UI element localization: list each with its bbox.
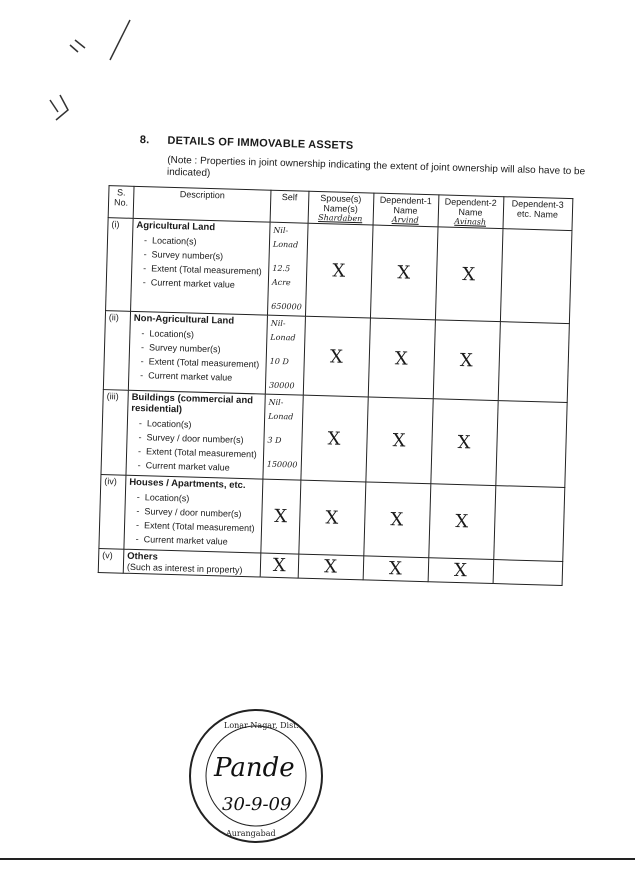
row-item: - Current market value xyxy=(140,370,262,383)
page-edge-line xyxy=(0,858,635,860)
cross-mark: X xyxy=(298,480,365,556)
row-item: - Location(s) xyxy=(141,328,263,341)
row-item: - Extent (Total measurement) xyxy=(143,263,265,276)
cross-mark: X xyxy=(305,223,373,318)
dependent-2-name-handwritten: Avinash xyxy=(454,216,487,227)
cross-mark: X xyxy=(303,316,370,397)
cross-mark: X xyxy=(428,558,494,584)
cross-mark: X xyxy=(300,395,367,482)
row-item: - Extent (Total measurement) xyxy=(141,356,263,369)
section-title: DETAILS OF IMMOVABLE ASSETS xyxy=(167,134,354,152)
header-dependent-3: Dependent-3 etc. Name xyxy=(503,197,573,231)
header-dependent-1-label: Dependent-1 Name xyxy=(379,194,432,216)
self-value: 30000 xyxy=(268,380,295,391)
cross-mark: X xyxy=(428,484,495,560)
row-item: (Such as interest in property) xyxy=(126,561,243,576)
empty-cell xyxy=(500,229,572,324)
row-item: - Survey number(s) xyxy=(144,249,266,262)
cross-mark: X xyxy=(365,397,432,484)
row-sno: (v) xyxy=(98,549,124,574)
header-sno: S. No. xyxy=(108,186,134,219)
cross-mark: X xyxy=(363,482,430,558)
cross-mark: X xyxy=(433,320,500,401)
self-value: 650000 xyxy=(271,301,302,312)
cross-mark: X xyxy=(298,554,364,580)
official-seal xyxy=(186,706,326,846)
row-title: Agricultural Land xyxy=(136,219,216,234)
row-sno: (iv) xyxy=(99,475,126,550)
row-item: - Extent (Total measurement) xyxy=(138,446,260,459)
row-title: Houses / Apartments, etc. xyxy=(129,476,246,492)
empty-cell xyxy=(498,322,569,403)
header-dependent-2 xyxy=(438,195,504,229)
header-spouse-label: Spouse(s) Name(s) xyxy=(320,193,362,215)
self-value: 150000 xyxy=(266,459,298,470)
row-item: - Survey / door number(s) xyxy=(138,432,260,445)
cross-mark: X xyxy=(430,399,497,486)
self-cell xyxy=(263,394,303,480)
table-row xyxy=(101,390,567,488)
dependent-1-name-handwritten: Arvind xyxy=(391,215,419,225)
row-item: - Location(s) xyxy=(137,492,259,505)
table-row xyxy=(106,218,572,324)
row-sno: (iii) xyxy=(101,390,128,476)
self-value: 10 D xyxy=(269,356,289,367)
empty-cell xyxy=(493,560,563,586)
section-number: 8. xyxy=(139,134,150,147)
self-cell: X xyxy=(261,479,301,554)
spouse-name-handwritten: Shardaben xyxy=(318,213,363,224)
row-description xyxy=(124,475,263,553)
self-cell xyxy=(265,315,305,395)
self-value: 3 D xyxy=(267,435,282,446)
header-description: Description xyxy=(133,186,271,222)
row-item: - Current market value xyxy=(138,460,260,473)
header-spouse xyxy=(308,191,374,225)
self-cell xyxy=(267,222,307,316)
table-row xyxy=(99,475,564,562)
self-value: Nil-Lonad xyxy=(270,318,296,343)
signature: Pande xyxy=(214,753,295,783)
empty-cell xyxy=(493,486,564,562)
empty-cell xyxy=(495,401,566,488)
row-title: Non-Agricultural Land xyxy=(133,312,235,327)
row-sno: (i) xyxy=(106,218,134,312)
cross-mark: X xyxy=(363,556,429,582)
cross-mark: X xyxy=(435,227,503,322)
row-item: - Survey / door number(s) xyxy=(136,506,258,519)
header-dependent-2-label: Dependent-2 Name xyxy=(444,196,497,218)
self-value: Nil-Lonad xyxy=(272,225,299,250)
row-item: - Current market value xyxy=(136,534,258,547)
row-title: Others xyxy=(127,550,158,563)
header-self: Self xyxy=(270,190,308,223)
row-sno: (ii) xyxy=(103,311,130,391)
table-row xyxy=(103,311,569,403)
section-note: (Note : Properties in joint ownership indicating the extent of joint ownership will also have to be indicated) xyxy=(166,154,586,179)
header-dependent-1 xyxy=(373,193,439,227)
self-value: 12.5 Acre xyxy=(271,263,291,288)
row-item: - Current market value xyxy=(143,277,265,290)
row-description xyxy=(131,218,271,315)
row-description xyxy=(128,311,267,394)
row-item: - Extent (Total measurement) xyxy=(136,520,258,533)
row-item: - Location(s) xyxy=(139,418,261,431)
row-item: - Survey number(s) xyxy=(141,342,263,355)
seal-ring-bottom: Aurangabad xyxy=(226,829,276,838)
immovable-assets-table xyxy=(98,185,573,586)
seal-ring-top: Lonar Nagar, Dist. xyxy=(224,721,299,730)
row-title: Buildings (commercial and residential) xyxy=(131,391,254,416)
cross-mark: X xyxy=(368,318,435,399)
cross-mark: X xyxy=(370,225,438,320)
row-description xyxy=(126,390,265,479)
row-description xyxy=(123,549,261,577)
self-cell: X xyxy=(260,553,298,578)
seal-date: 30-9-09 xyxy=(222,794,292,815)
self-value: Nil-Lonad xyxy=(268,397,294,422)
row-item: - Location(s) xyxy=(144,235,266,248)
